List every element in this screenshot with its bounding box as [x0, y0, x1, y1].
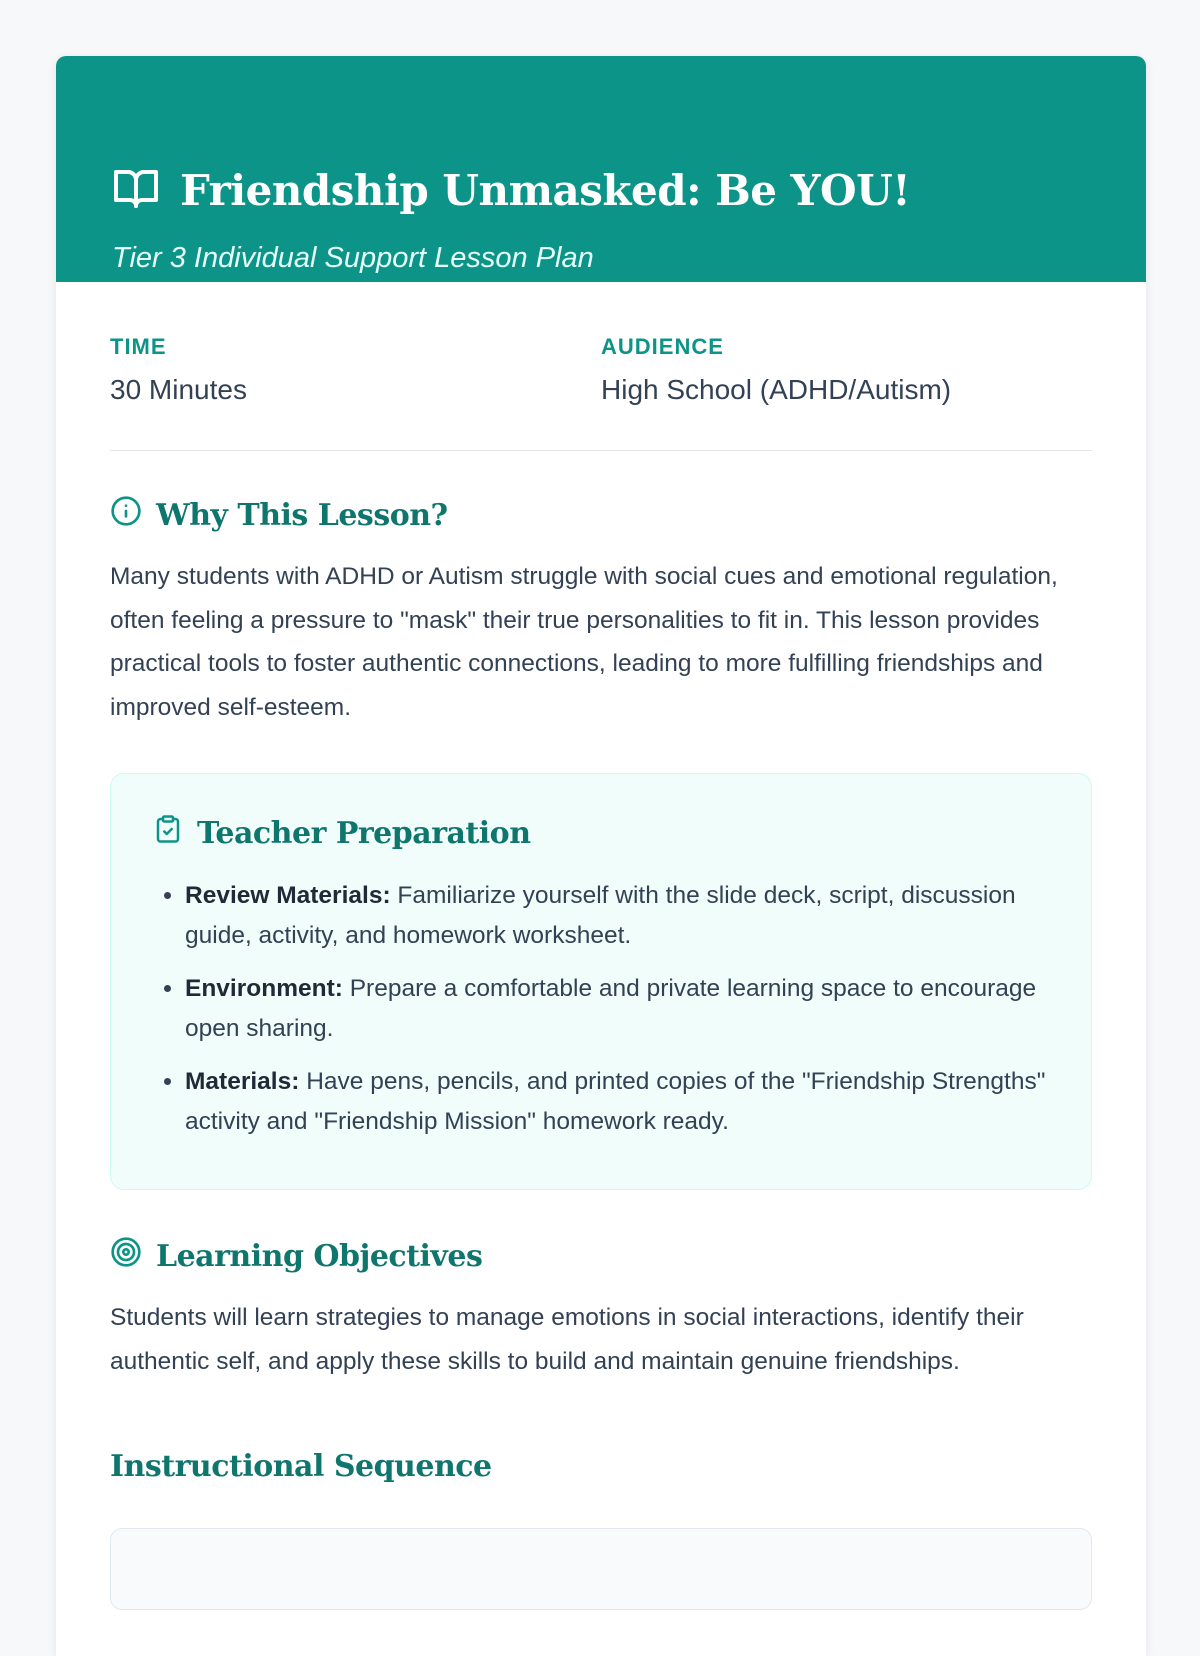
target-icon [110, 1236, 142, 1276]
meta-time [110, 334, 601, 406]
meta-value: High School (ADHD/Autism) [601, 374, 952, 405]
page-subtitle: Tier 3 Individual Support Lesson Plan [112, 242, 594, 274]
item-text: Prepare a comfortable and private learning space to encourage open sharing. [185, 975, 1037, 1042]
book-open-icon [110, 164, 162, 217]
section-heading: Teacher Preparation [197, 815, 531, 851]
lesson-plan-card [56, 56, 1146, 1656]
section-heading: Learning Objectives [156, 1238, 483, 1274]
list-item [185, 1062, 1051, 1142]
clipboard-check-icon [153, 814, 183, 852]
item-label: Materials: [185, 1068, 300, 1095]
meta-audience [601, 334, 1092, 406]
lesson-meta [110, 334, 1092, 451]
item-label: Environment: [185, 975, 343, 1002]
item-text: Familiarize yourself with the slide deck, script, discussion guide, activity, and homework worksheet. [185, 882, 1016, 949]
why-section [110, 495, 1092, 729]
section-heading: Instructional Sequence [110, 1449, 492, 1484]
meta-label: AUDIENCE [601, 334, 724, 359]
sequence-step-card [110, 1528, 1092, 1610]
meta-value: 30 Minutes [110, 374, 247, 405]
list-item [185, 876, 1051, 956]
objectives-section [110, 1236, 1092, 1383]
lesson-header [56, 56, 1146, 282]
item-text: Have pens, pencils, and printed copies of the "Friendship Strengths" activity and "Friendship Mission" homework ready. [185, 1068, 1046, 1135]
meta-label: TIME [110, 334, 167, 359]
info-icon [110, 495, 142, 535]
objectives-text: Students will learn strategies to manage emotions in social interactions, identify their authentic self, and apply these skills to build and maintain genuine friendships. [110, 1304, 1024, 1375]
sequence-section [110, 1449, 1092, 1610]
list-item [185, 969, 1051, 1049]
section-heading: Why This Lesson? [156, 497, 448, 533]
teacher-preparation-box [110, 773, 1092, 1190]
item-label: Review Materials: [185, 882, 391, 909]
page-title: Friendship Unmasked: Be YOU! [180, 166, 911, 215]
why-text: Many students with ADHD or Autism struggle with social cues and emotional regulation, often feeling a pressure to "mask" their true personalities to fit in. This lesson provides practical tools to foster authentic connections, leading to more fulfilling friendships and improved self-esteem. [110, 563, 1058, 721]
preparation-list [153, 876, 1051, 1142]
